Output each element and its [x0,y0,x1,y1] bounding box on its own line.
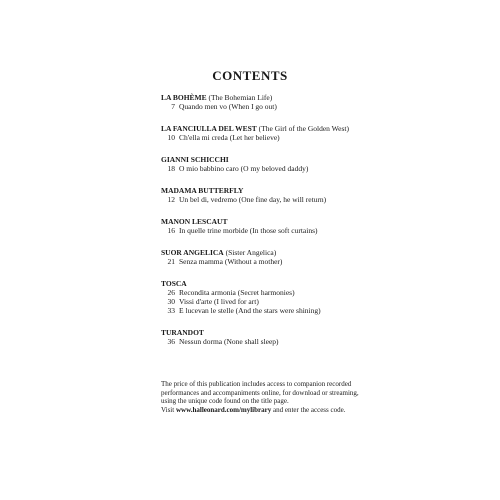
opera-title: TURANDOT [161,328,204,337]
access-note-line: performances and accompaniments online, for download or streaming, [161,388,359,397]
aria-title: Senza mamma (Without a mother) [179,257,283,266]
opera-section [161,279,381,315]
aria-page-number: 7 [171,102,175,111]
aria-title: Vissi d'arte (I lived for art) [179,297,259,306]
opera-section [161,155,381,173]
opera-heading [161,93,381,102]
opera-title: GIANNI SCHICCHI [161,155,229,164]
aria-page-number: 36 [167,337,175,346]
aria-entry [161,337,381,346]
aria-entry [161,133,381,142]
opera-title: LA BOHÈME [161,93,207,102]
opera-heading [161,328,381,337]
access-note-line: using the unique code found on the title page. [161,397,289,405]
access-note-line: The price of this publication includes access to companion recorded [161,380,352,388]
aria-title: E lucevan le stelle (And the stars were shining) [179,306,321,315]
opera-section [161,248,381,266]
opera-heading [161,186,381,195]
access-note [161,380,361,414]
opera-heading [161,279,381,288]
opera-title: TOSCA [161,279,187,288]
opera-section [161,328,381,346]
opera-section [161,93,381,111]
aria-page-number: 10 [167,133,175,142]
opera-title: MANON LESCAUT [161,217,228,226]
opera-title: LA FANCIULLA DEL WEST [161,124,257,133]
page-title: CONTENTS [212,68,288,83]
aria-page-number: 21 [167,257,175,266]
opera-section [161,186,381,204]
aria-page-number: 30 [167,297,175,306]
library-url-link[interactable]: www.halleonard.com/mylibrary [175,405,272,414]
opera-heading [161,248,381,257]
opera-section [161,217,381,235]
opera-heading [161,217,381,226]
aria-title: O mio babbino caro (O my beloved daddy) [179,164,309,173]
opera-section [161,124,381,142]
opera-title: MADAMA BUTTERFLY [161,186,244,195]
aria-title: Nessun dorma (None shall sleep) [179,337,279,346]
opera-subtitle: (Sister Angelica) [225,248,277,257]
aria-entry [161,226,381,235]
aria-page-number: 33 [167,306,175,315]
aria-title: Quando men vo (When I go out) [179,102,277,111]
opera-subtitle: (The Bohemian Life) [208,93,273,102]
opera-title: SUOR ANGELICA [161,248,224,257]
aria-page-number: 12 [167,195,175,204]
opera-heading [161,124,381,133]
aria-title: In quelle trine morbide (In those soft curtains) [179,226,318,235]
aria-title: Un bel di, vedremo (One fine day, he will return) [179,195,327,204]
opera-subtitle: (The Girl of the Golden West) [258,124,349,133]
aria-page-number: 18 [167,164,175,173]
contents-list [161,93,381,359]
aria-title: Ch'ella mi creda (Let her believe) [179,133,280,142]
aria-page-number: 26 [167,288,175,297]
aria-entry [161,195,381,204]
aria-entry [161,257,381,266]
visit-suffix: and enter the access code. [271,405,346,414]
opera-heading [161,155,381,164]
aria-title: Recondita armonia (Secret harmonies) [179,288,295,297]
access-note-line [161,406,361,415]
aria-entry [161,164,381,173]
aria-entry [161,102,381,111]
aria-page-number: 16 [167,226,175,235]
aria-entry [161,306,381,315]
visit-prefix: Visit [161,405,176,414]
aria-entry [161,297,381,306]
aria-entry [161,288,381,297]
